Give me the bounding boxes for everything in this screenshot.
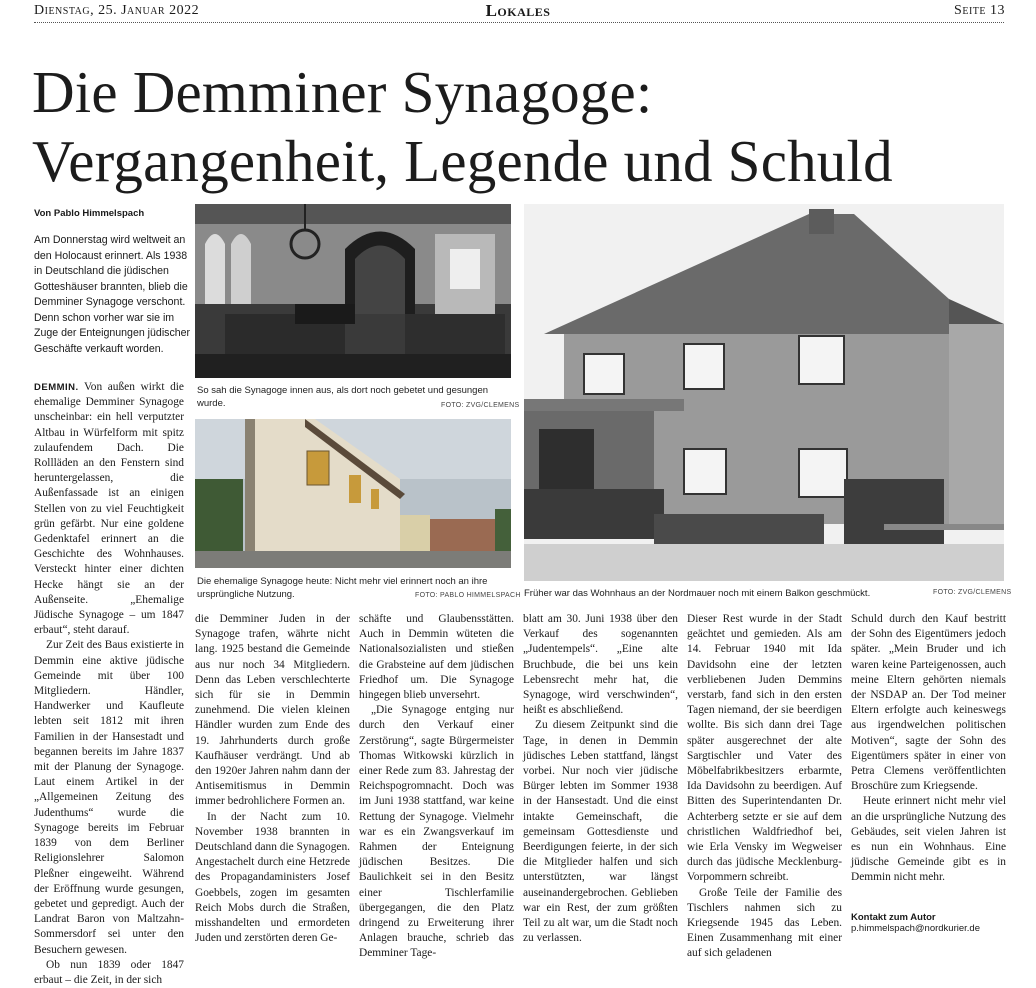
teaser: Am Donnerstag wird weltweit an den Holocaust erinnert. Als 1938 in Deutschland die jüdischen Gotteshäuser brannten, blieb die Demminer Synagoge verschont. Denn schon vorher war sie im Zuge der Enteignungen jüdischer Geschäfte verkauft worden.: [34, 234, 191, 355]
paragraph: Dieser Rest wurde in der Stadt geächtet und gemieden. Als am 14. Februar 1940 mit Ida Davidsohn eine der letzten verbliebenen Juden Demmins verstarb, fand sich in den ersten Tagen niemand, der sie beerdigen wollte. Bis sich dann drei Tage später ausgerechnet der alte Sargtischler und Vater des Möbelfabrikbesitzers erbarmte, Ida Davidsohn zu beerdigen. Auf Bitten des Superintendanten Dr. Achterberg setzte er sie auf dem christlichen Waldfriedhof bei, wie Erla Vensky im Wegweiser durch das jüdische Mecklenburg-Vorpommern schreibt.: [687, 613, 842, 884]
article-column-5: [687, 612, 842, 960]
byline: Von Pablo Himmelspach: [34, 208, 145, 219]
today-photo-caption: Die ehemalige Synagoge heute: Nicht mehr viel erinnert noch an ihre ursprüngliche Nutzung.: [197, 576, 488, 600]
headline: [32, 58, 1012, 196]
house-photo-caption: Früher war das Wohnhaus an der Nordmauer noch mit einem Balkon geschmückt.: [524, 588, 871, 599]
paragraph: Zur Zeit des Baus existierte in Demmin eine aktive jüdische Gemeinde mit über 100 Mitgliedern. Händler, Handwerker und Kaufleute lebten seit 1812 mit ihren Familien in der Hansestadt und begannen bereits im Jahre 1837 mit der Planung der Synagoge. Laut einem Artikel in der „Allgemeinen Zeitung des Judenthums“ wurde die Synagoge bereits im Februar 1839 von dem Berliner Religionslehrer Salomon Pleßner eingeweiht. Während der Eröffnung wurde gesungen, gebetet und gepredigt. Auch der Landrat Baron von Maltzahn-Sommersdorf sei unter den Besuchern gewesen.: [34, 639, 184, 956]
paragraph: Zu diesem Zeitpunkt sind die Tage, in denen in Demmin jüdisches Leben stattfand, längst vorbei. Nur noch vier jüdische Bürger lebten im Sommer 1938 in der Hansestadt. Und die einst intakte Gemeinschaft, die gemeinsam Gottesdienste und Beerdigungen feierte, in der sich die Mitglieder halfen und sich unterstützten, war längst auseinandergebrochen. Geblieben war ein Rest, der zum größten Teil zu alt war, um die Stadt noch zu verlassen.: [523, 719, 678, 945]
synagogue-today-photo: [195, 419, 511, 568]
paragraph: die Demminer Juden in der Synagoge trafen, währte nicht lang. 1925 bestand die Gemeinde aus nur noch 34 Mitgliedern. Denn das Leben verschlechterte sich für sie in Demmin zunehmend. Die vielen kleinen Händler wurden zum Ende des 19. Jahrhunderts durch große Kaufhäuser verdrängt. Und ab den 1920er Jahren nahm dann der Antisemitismus in Demmin immer bedrohlichere Formen an.: [195, 613, 350, 808]
article-column-6: [851, 612, 1006, 902]
header-rule: [34, 22, 1004, 23]
article-column-1: [34, 380, 184, 986]
article-column-2: [195, 612, 351, 945]
section-name: Lokales: [485, 1, 551, 20]
today-photo-credit: FOTO: PABLO HIMMELSPACH: [415, 592, 521, 599]
issue-date: Dienstag, 25. Januar 2022: [34, 3, 200, 18]
author-email-link[interactable]: p.himmelspach@nordkurier.de: [851, 923, 980, 934]
paragraph: Schuld durch den Kauf bestritt der Sohn des Eigentümers jedoch später. „Mein Bruder und ich waren keine Parteigenossen, auch meine Eltern gehörten niemals der NSDAP an. Der Tod meiner Eltern erfolgte auch keineswegs aus irgendwelchen politischen Motiven“, sagte der Sohn des Eigentümers später in einer von Petra Clemens veröffentlichten Broschüre zum Kriegsende.: [851, 613, 1006, 793]
dateline: DEMMIN.: [34, 382, 79, 393]
article-column-4: [523, 612, 678, 945]
interior-photo-credit: FOTO: ZVG/CLEMENS: [441, 402, 520, 409]
paragraph: Heute erinnert nicht mehr viel an die ursprüngliche Nutzung des Gebäudes, seit vielen Jahren ist es nun ein Wohnhaus. Eine jüdische Gemeinde gibt es in Demmin nicht mehr.: [851, 795, 1006, 884]
page-number: Seite 13: [954, 3, 1005, 18]
paragraph: In der Nacht zum 10. November 1938 brannten in Deutschland dann die Synagogen. Angestachelt durch eine Hetzrede des Propagandaministers Josef Goebbels, zogen im gesamten Reich Mobs durch die Straßen, misshandelten und ermordeten Juden und zerstörten deren Ge-: [195, 810, 351, 945]
house-photo-credit: FOTO: ZVG/CLEMENS: [933, 589, 1012, 596]
headline-line-1: Die Demminer Synagoge:: [32, 59, 653, 125]
paragraph: Große Teile der Familie des Tischlers nahmen sich zu Kriegsende 1945 das Leben. Einen Zusammenhang mit einer auf sich geladenen: [687, 886, 842, 960]
paragraph: schäfte und Glaubensstätten. Auch in Demmin wüteten die Nationalsozialisten und stießen die Grabsteine auf dem jüdischen Friedhof um. Die Synagoge hingegen blieb unversehrt.: [359, 613, 514, 702]
interior-photo-caption: So sah die Synagoge innen aus, als dort noch gebetet und gesungen wurde.: [197, 385, 489, 409]
synagogue-interior-photo: [195, 204, 511, 378]
paragraph: blatt am 30. Juni 1938 über den Verkauf des sogenannten „Judentempels“. „Eine alte Bruchbude, die bei uns kein Lebensrecht mehr hat, die Synagoge, wird verschwinden“, heißt es abschließend.: [523, 613, 678, 717]
author-contact: [851, 912, 1011, 934]
contact-heading: Kontakt zum Autor: [851, 912, 936, 923]
article-column-3: [359, 612, 514, 960]
paragraph: Ob nun 1839 oder 1847 erbaut – die Zeit, in der sich: [34, 958, 184, 986]
paragraph: „Die Synagoge entging nur durch den Verkauf einer Zerstörung“, sagte Bürgermeister Thomas Witkowski kürzlich in einer Rede zum 83. Jahrestag der Reichspogromnacht. Doch was im Juni 1938 stattfand, war keine Rettung der Synagoge. Vielmehr war es ein Zwangsverkauf im Rahmen der Enteignung jüdischen Besitzes. Die Baulichkeit sei in den Besitz einer Tischlerfamilie übergegangen, die den Platz dringend zu Erweiterung ihrer Anlagen brauche, schrieb das Demminer Tage-: [359, 704, 514, 960]
headline-line-2: Vergangenheit, Legende und Schuld: [32, 128, 893, 194]
paragraph: Von außen wirkt die ehemalige Demminer Synagoge unscheinbar: ein hell verputzter Altbau in Würfelform mit spitz zulaufendem Dach. Die Rollläden an den Fenstern sind heruntergelassen, die Außenfassade ist an einigen Stellen von zu viel Feuchtigkeit grün gefärbt. Nur eine goldene Gedenktafel erinnert an die Geschichte des Wohnhauses. Versteckt hinter einer dichten Hecke hängt sie an der Außenseite. „Ehemalige Jüdische Synagoge – um 1847 erbaut“, steht darauf.: [34, 381, 184, 637]
historic-house-photo: [524, 204, 1004, 581]
